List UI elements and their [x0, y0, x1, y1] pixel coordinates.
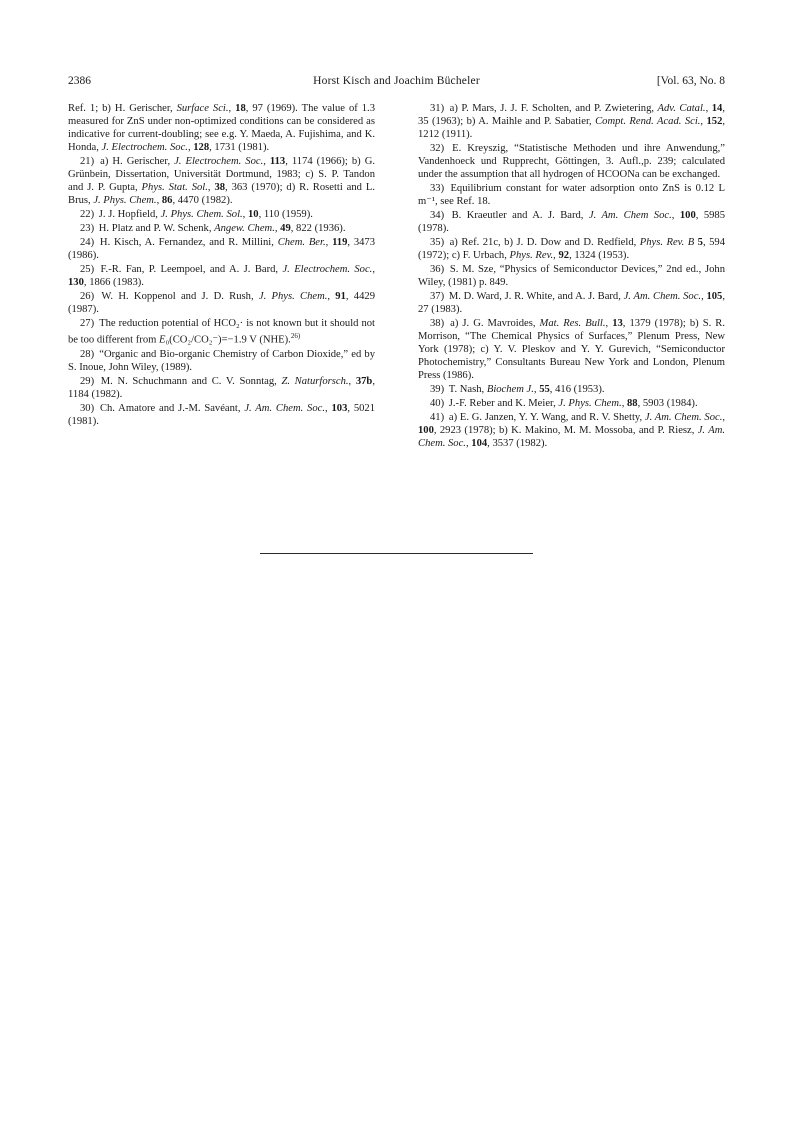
reference-text: ₀(CO₂/CO₂⁻)=−1.9 V (NHE).: [165, 334, 291, 346]
reference-entry: [68, 402, 375, 428]
reference-number: 28): [80, 348, 98, 360]
reference-text: ,: [700, 116, 707, 128]
reference-entry: [68, 236, 375, 262]
volume-number: 37b: [355, 375, 373, 387]
reference-entry: [418, 317, 725, 382]
journal-name: J. Am. Chem. Soc.: [623, 291, 702, 303]
journal-name: E: [159, 334, 166, 346]
reference-number: 40): [430, 398, 447, 410]
reference-number: 30): [80, 402, 98, 414]
reference-text: a) J. G. Mavroides,: [450, 318, 540, 330]
volume-number: 100: [418, 425, 434, 437]
reference-number: 32): [430, 143, 451, 155]
reference-text: , 1212 (1911).: [418, 116, 726, 141]
reference-text: ,: [156, 195, 162, 207]
volume-number: 113: [269, 156, 286, 168]
running-title-authors: Horst Kisch and Joachim Bücheler: [313, 75, 480, 87]
reference-text: , 27 (1983).: [418, 291, 725, 316]
reference-number: 29): [80, 375, 99, 387]
journal-name: J. Phys. Chem.: [258, 291, 328, 303]
volume-number: 92: [558, 250, 570, 262]
reference-entry: [68, 155, 375, 207]
reference-text: , 822 (1936).: [290, 223, 346, 235]
reference-text: , 363 (1970); d) R. Rosetti and L. Brus,: [68, 182, 375, 207]
journal-name: J. Phys. Chem.: [93, 195, 157, 207]
reference-number: 24): [80, 237, 98, 249]
reference-text: , 110 (1959).: [258, 209, 313, 221]
reference-text: a) H. Gerischer,: [100, 156, 175, 168]
volume-number: 13: [612, 318, 623, 330]
reference-entry: [68, 290, 375, 316]
reference-text: M. D. Ward, J. R. White, and A. J. Bard,: [448, 291, 624, 303]
journal-name: J. Am. Chem. Soc.: [644, 412, 723, 424]
reference-text: ,: [553, 250, 559, 262]
reference-text: , 1379 (1978); b) S. R. Morrison, “The Chemical Physics of Surfaces,” Plenum Press, New York (1978); c) Y. V. Pleskov and Y. Y. Gurevich, “Semiconductor Photochemistry,” Consultants Bureau New York and London, Plenum Press (1986).: [418, 318, 726, 382]
reference-text: J. J. Hopfield,: [98, 209, 161, 221]
reference-text: Ch. Amatore and J.-M. Savéant,: [99, 402, 245, 414]
reference-text: , 1324 (1953).: [569, 250, 630, 262]
reference-text: E. Kreyszig, “Statistische Methoden und ihre Anwendung,” Vandenhoeck und Rupprecht, Göttingen, 3. Aufl.,p. 239; calculated under the assumption that all hydrogen of HCOONa can be exchanged.: [418, 143, 725, 181]
reference-number: 41): [430, 412, 447, 424]
page-number: 2386: [68, 75, 91, 87]
reference-text: J.-F. Reber and K. Meier,: [448, 398, 559, 410]
reference-text: ,: [701, 291, 707, 303]
reference-text: H. Platz and P. W. Schenk,: [98, 223, 215, 235]
reference-text: W. H. Koppenol and J. D. Rush,: [101, 291, 259, 303]
citation-superscript: 26): [290, 332, 301, 341]
reference-number: 38): [430, 318, 449, 330]
reference-text: ,: [274, 223, 281, 235]
reference-text: a) E. G. Janzen, Y. Y. Wang, and R. V. Shetty,: [448, 412, 645, 424]
reference-text: H. Kisch, A. Fernandez, and R. Millini,: [99, 237, 278, 249]
reference-text: a) Ref. 21c, b) J. D. Dow and D. Redfield,: [449, 237, 640, 249]
journal-name: Chem. Ber.: [277, 237, 326, 249]
volume-number: 55: [539, 384, 550, 396]
reference-entry: [418, 182, 725, 208]
volume-number: 38: [214, 182, 226, 194]
reference-text: , 1184 (1982).: [68, 375, 375, 400]
volume-number: 100: [679, 210, 696, 222]
reference-text: M. N. Schuchmann and C. V. Sonntag,: [100, 375, 282, 387]
journal-name: J. Am. Chem Soc.: [588, 210, 672, 222]
reference-text: ,: [187, 142, 194, 154]
reference-text: , 1174 (1966); b) G. Grünbein, Dissertation, Universität Dortmund, 1983; c) S. P. Tandon and J. P. Gupta,: [68, 156, 375, 194]
journal-name: Phys. Stat. Sol.: [141, 182, 208, 194]
reference-text: , 2923 (1978); b) K. Makino, M. M. Mossoba, and P. Riesz,: [433, 425, 698, 437]
reference-entry: [418, 209, 725, 235]
volume-number: 86: [161, 195, 173, 207]
reference-text: , 3473 (1986).: [68, 237, 375, 262]
volume-number: 103: [331, 402, 348, 414]
reference-text: , 97 (1969). The value of 1.3 measured for ZnS under non-optimized conditions can be considered as indicative for current-doubling; see e.g. Y. Maeda, A. Fujishima, and K. Honda,: [68, 103, 375, 154]
reference-text: , 416 (1953).: [549, 384, 605, 396]
volume-number: 18: [235, 103, 246, 114]
reference-text: , 5985 (1978).: [418, 210, 725, 235]
reference-text: , 4470 (1982).: [172, 195, 233, 207]
reference-text: ,: [533, 384, 540, 396]
reference-text: S. M. Sze, “Physics of Semiconductor Devices,” 2nd ed., John Wiley, (1981) p. 849.: [418, 264, 725, 289]
reference-text: F.-R. Fan, P. Leempoel, and A. J. Bard,: [100, 264, 283, 276]
volume-number: 105: [706, 291, 723, 303]
reference-number: 35): [430, 237, 448, 249]
reference-text: ,: [605, 318, 613, 330]
reference-number: 31): [430, 103, 448, 114]
reference-text: , 594 (1972); c) F. Urbach,: [418, 237, 725, 262]
volume-number: 130: [68, 277, 84, 289]
reference-entry: [418, 290, 725, 316]
reference-number: 39): [430, 384, 447, 396]
reference-entry: [418, 236, 725, 262]
volume-number: 128: [193, 142, 210, 154]
volume-number: 152: [706, 116, 723, 128]
journal-name: Biochem J.: [486, 384, 534, 396]
volume-number: 10: [247, 209, 259, 221]
volume-number: 5: [697, 237, 703, 249]
journal-name: Adv. Catal.: [657, 103, 706, 114]
reference-text: Equilibrium constant for water adsorption onto ZnS is 0.12 L m⁻¹, see Ref. 18.: [418, 183, 725, 208]
journal-name: J. Electrochem. Soc.: [174, 156, 264, 168]
reference-number: 33): [430, 183, 449, 195]
reference-text: T. Nash,: [448, 384, 487, 396]
reference-number: 37): [430, 291, 447, 303]
journal-name: J. Am. Chem. Soc.: [244, 402, 325, 414]
reference-number: 27): [80, 318, 98, 330]
reference-entry: [68, 263, 375, 289]
reference-text: ,: [228, 103, 236, 114]
reference-entry: [418, 263, 725, 289]
reference-text: ,: [263, 156, 270, 168]
journal-name: Phys. Rev.: [509, 250, 554, 262]
reference-entry: [418, 411, 725, 450]
reference-text: , 4429 (1987).: [68, 291, 375, 316]
reference-number: 25): [80, 264, 99, 276]
reference-text: ,: [705, 103, 712, 114]
reference-entry: [68, 375, 375, 401]
reference-text: , 3537 (1982).: [487, 438, 548, 450]
reference-entry: [68, 317, 375, 347]
reference-number: 26): [80, 291, 100, 303]
reference-text: The reduction potential of HCO₂· is not known but it should not be too different from: [68, 318, 375, 346]
reference-text: ,: [327, 291, 336, 303]
journal-name: J. Electrochem. Soc.: [282, 264, 373, 276]
reference-number: 23): [80, 223, 97, 235]
reference-text: ,: [242, 209, 248, 221]
journal-name: Compt. Rend. Acad. Sci.: [595, 116, 701, 128]
end-of-article-rule: [260, 553, 533, 554]
reference-text: ,: [465, 438, 472, 450]
reference-text: B. Kraeutler and A. J. Bard,: [451, 210, 589, 222]
reference-entry: [68, 348, 375, 374]
reference-text: ,: [325, 402, 332, 414]
reference-text: , 5021 (1981).: [68, 402, 376, 427]
reference-text: , 35 (1963); b) A. Maihle and P. Sabatier,: [418, 103, 725, 128]
volume-number: 49: [280, 223, 291, 235]
journal-volume-issue: [Vol. 63, No. 8: [656, 75, 725, 87]
reference-text: ,: [325, 237, 333, 249]
journal-name: J. Phys. Chem.: [558, 398, 622, 410]
volume-number: 91: [335, 291, 346, 303]
reference-number: 22): [80, 209, 97, 221]
reference-text: a) P. Mars, J. J. F. Scholten, and P. Zwietering,: [449, 103, 658, 114]
reference-entry: [418, 142, 725, 181]
journal-name: Surface Sci.: [176, 103, 229, 114]
reference-number: 34): [430, 210, 450, 222]
reference-entry: [418, 102, 725, 141]
reference-text: ,: [348, 375, 356, 387]
journal-name: Phys. Rev. B: [639, 237, 695, 249]
running-header: [68, 73, 725, 89]
volume-number: 104: [471, 438, 488, 450]
reference-text: ,: [621, 398, 627, 410]
reference-text: ,: [722, 412, 725, 424]
journal-name: Angew. Chem.: [214, 223, 275, 235]
reference-text: ,: [671, 210, 680, 222]
reference-entry: [68, 208, 375, 221]
reference-number: 36): [430, 264, 448, 276]
volume-number: 119: [332, 237, 348, 249]
reference-text: , 5903 (1984).: [637, 398, 698, 410]
reference-text: ,: [372, 264, 375, 276]
reference-text: ,: [207, 182, 215, 194]
reference-entry: [418, 397, 725, 410]
journal-name: J. Phys. Chem. Sol.: [160, 209, 243, 221]
reference-text: , 1866 (1983).: [83, 277, 144, 289]
journal-name: Z. Naturforsch.: [281, 375, 349, 387]
journal-name: J. Electrochem. Soc.: [101, 142, 188, 154]
reference-text: “Organic and Bio-organic Chemistry of Carbon Dioxide,” ed by S. Inoue, John Wiley, (1989).: [68, 348, 375, 373]
volume-number: 14: [711, 103, 723, 114]
reference-number: 21): [80, 156, 99, 168]
reference-entry: [68, 222, 375, 235]
reference-entry: [418, 383, 725, 396]
volume-number: 88: [626, 398, 638, 410]
journal-name: Mat. Res. Bull.: [539, 318, 606, 330]
reference-text: , 1731 (1981).: [209, 142, 270, 154]
references-left-column: [68, 102, 375, 429]
references-right-column: [418, 102, 725, 451]
reference-entry: [68, 102, 375, 154]
reference-text: Ref. 1; b) H. Gerischer,: [68, 103, 177, 114]
journal-name: J. Am. Chem. Soc.: [418, 425, 725, 450]
